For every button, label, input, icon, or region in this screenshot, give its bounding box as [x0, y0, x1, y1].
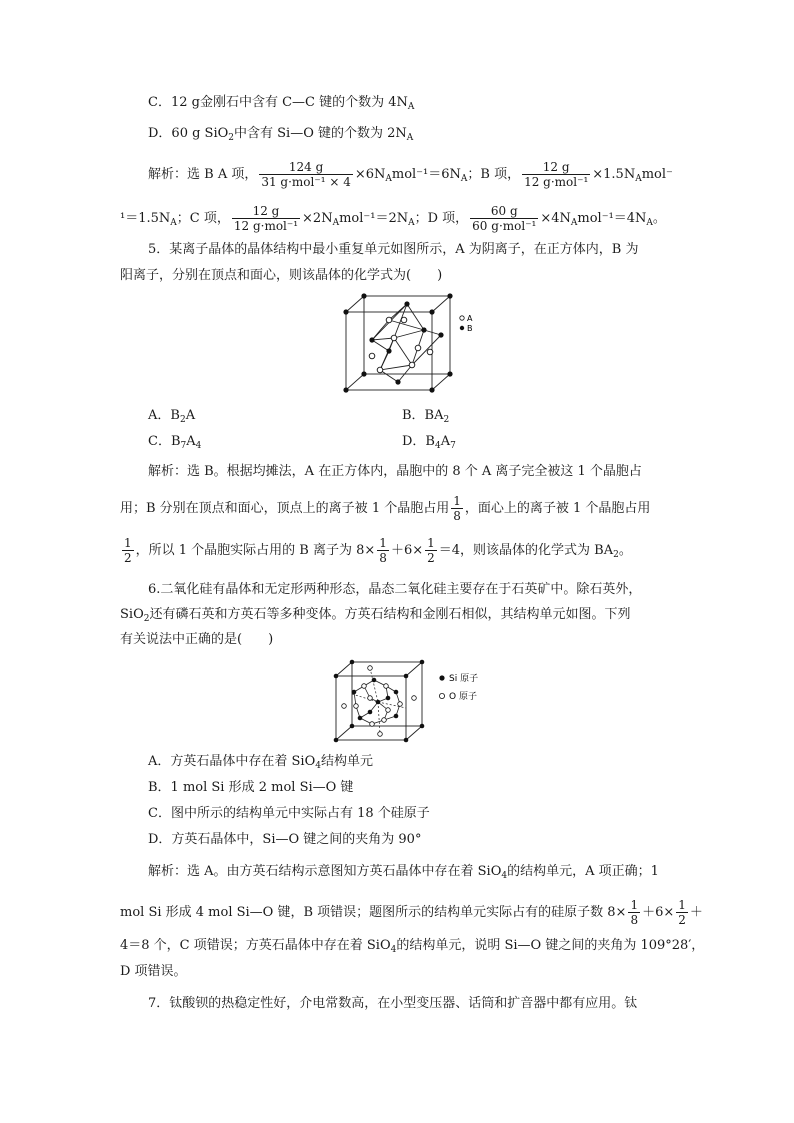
q5-option-d: D．$B_4A_7$: [402, 434, 456, 451]
q4-option-c: C．12 g金刚石中含有 C—C 键的个数为 $4N_A$: [148, 95, 415, 112]
fraction: $\frac{1}{8}$: [453, 494, 461, 523]
fraction: $\frac{124 g}{\text{31 g·mol⁻¹ × 4}}$: [261, 160, 351, 189]
legend-a-icon: [460, 316, 464, 320]
fraction: $\frac{1}{2}$: [124, 536, 132, 565]
q6-option-a: A．方英石晶体中存在着 SiO$_4$结构单元: [148, 754, 373, 771]
q6-option-d: D．方英石晶体中，Si—O 键之间的夹角为 90°: [148, 832, 422, 847]
fraction: $\frac{12 g}{\text{12 g·mol⁻¹}}$: [233, 204, 299, 233]
q4-option-d: D．60 g SiO$_2$中含有 Si—O 键的个数为 $2N_A$: [148, 126, 414, 143]
q6-stem-line1: 6.二氧化硅有晶体和无定形两种形态，晶态二氧化硅主要存在于石英矿中。除石英外，: [148, 582, 642, 597]
q5-analysis-line2: 用；B 分别在顶点和面心，顶点上的离子被 1 个晶胞占用 $\frac{1}{8}$ ，面心上的离子被 1 个晶胞占用: [120, 494, 651, 523]
legend-si-icon: [439, 675, 444, 680]
legend-o-label: O 原子: [449, 692, 477, 702]
q7-stem-line1: 7．钛酸钡的热稳定性好，介电常数高，在小型变压器、话筒和扩音器中都有应用。钛: [148, 996, 638, 1011]
legend-b-label: B: [467, 324, 473, 333]
q5-analysis-line3: $\frac{1}{2}$ ，所以 1 个晶胞实际占用的 B 离子为 8× $\frac{1}{8}$ ＋6× $\frac{1}{2}$ ＝4，则该晶体的化学式为 $BA_2$。: [124, 536, 632, 565]
q4-analysis-line1: 解析：选 B A 项， $\frac{124 g}{\text{31 g·mol⁻¹ × 4}}$ $\times 6N_Amol^{-1}=6N_A$；B 项， $\frac{12 g}{\text{12 g·mol⁻¹}}$ $\times 1.5N_Amol^-$: [148, 160, 673, 189]
legend-si-label: Si 原子: [449, 674, 479, 684]
q5-option-c: C．$B_7A_4$: [148, 434, 202, 451]
q6-option-c: C．图中所示的结构单元中实际占有 18 个硅原子: [148, 806, 430, 821]
q6-analysis-line2: mol Si 形成 4 mol Si—O 键，B 项错误；题图所示的结构单元实际占有的硅原子数 8× $\frac{1}{8}$ ＋6× $\frac{1}{2}$ ＋: [120, 898, 703, 927]
q6-analysis-line3: 4＝8 个，C 项错误；方英石晶体中存在着 SiO$_4$的结构单元，说明 Si—O 键之间的夹角为 109°28′，: [120, 938, 705, 955]
q6-analysis-line4: D 项错误。: [120, 964, 187, 979]
legend-o-icon: [439, 693, 444, 698]
legend-b-icon: [460, 326, 464, 330]
fraction: $\frac{1}{2}$: [427, 536, 435, 565]
q6-cristobalite-diagram: [330, 658, 500, 748]
q4-analysis-line2: $^1=1.5N_A$；C 项， $\frac{12 g}{\text{12 g·mol⁻¹}}$ $\times 2N_Amol^{-1}=2N_A$；D 项， $\frac{60 g}{\text{60 g·mol⁻¹}}$ $\times 4N_Amol^{-1}=4N_A$。: [120, 204, 666, 233]
q6-stem-line3: 有关说法中正确的是( ): [120, 632, 274, 647]
fraction: $\frac{1}{8}$: [379, 536, 387, 565]
fraction: $\frac{12 g}{\text{12 g·mol⁻¹}}$: [524, 160, 589, 189]
q5-analysis-line1: 解析：选 B。根据均摊法，A 在正方体内，晶胞中的 8 个 A 离子完全被这 1 个晶胞占: [148, 464, 642, 479]
q6-stem-line2: SiO$_2$还有磷石英和方英石等多种变体。方英石结构和金刚石相似，其结构单元如图。下列: [120, 607, 631, 624]
q5-option-a: A．$B_2A$: [148, 408, 196, 425]
q5-stem-line2: 阳离子，分别在顶点和面心，则该晶体的化学式为( ): [120, 268, 443, 283]
q5-stem-line1: 5．某离子晶体的晶体结构中最小重复单元如图所示，A 为阴离子，在正方体内，B 为: [148, 242, 639, 257]
q5-option-b: B．$BA_2$: [402, 408, 450, 425]
fraction: $\frac{1}{8}$: [630, 898, 639, 927]
q6-analysis-line1: 解析：选 A。由方英石结构示意图知方英石晶体中存在着 SiO$_4$的结构单元，A 项正确；1: [148, 864, 659, 881]
q6-option-b: B．1 mol Si 形成 2 mol Si—O 键: [148, 780, 354, 795]
q5-crystal-diagram: [338, 290, 488, 400]
fraction: $\frac{60 g}{\text{60 g·mol⁻¹}}$: [472, 204, 537, 233]
legend-a-label: A: [467, 314, 473, 323]
fraction: $\frac{1}{2}$: [678, 898, 686, 927]
